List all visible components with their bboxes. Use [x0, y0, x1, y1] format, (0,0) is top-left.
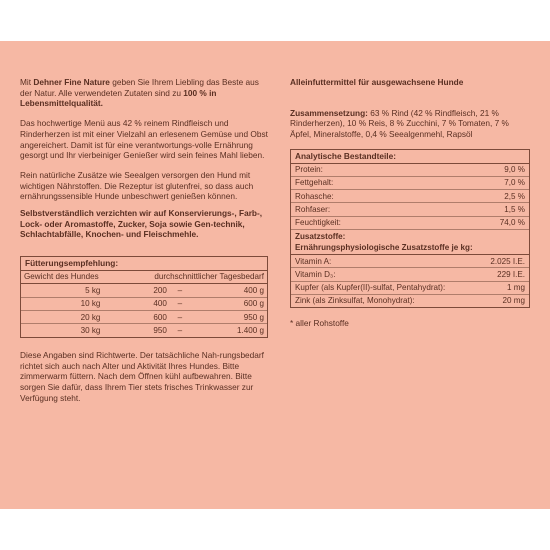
intro-text-1: Mit: [20, 77, 34, 87]
feeding-table: [20, 256, 268, 338]
weight-cell: 5 kg: [21, 284, 124, 297]
guidance-paragraph: Diese Angaben sind Richtwerte. Der tatsächliche Nah-rungsbedarf richtet sich auch nach Alter und Aktivität Ihres Hundes. Bitte zimmerwarm füttern. Nach dem Öffnen kühl aufbewahren. Bitte sorgen Sie dafür, dass Ihrem Tier stets frisches Trinkwasser zur Verfügung steht.: [20, 349, 264, 403]
col-daily: durchschnittlicher Tagesbedarf: [124, 271, 267, 284]
from-cell: 400: [124, 297, 170, 310]
dash-cell: –: [177, 325, 183, 335]
label-panel: [0, 41, 550, 509]
to-cell: 600 g: [190, 297, 267, 310]
table-row: [291, 268, 529, 281]
intro-text-2: geben Sie Ihrem Liebling das Beste aus der Natur. Alle verwendeten Zutaten sind zu: [20, 77, 259, 98]
to-cell: 1.400 g: [236, 325, 264, 335]
nutrient-name: Feuchtigkeit:: [291, 216, 478, 229]
weight-cell: 30 kg: [80, 325, 101, 335]
table-row: [291, 190, 529, 203]
additive-name: Kupfer (als Kupfer(II)-sulfat, Pentahydrat):: [291, 281, 478, 294]
nutrient-value: 9,0 %: [478, 164, 529, 177]
feeding-title: Fütterungsempfehlung:: [21, 257, 267, 271]
right-column: [290, 77, 530, 338]
nutrient-name: Rohfaser:: [291, 203, 478, 216]
left-column: [20, 77, 268, 412]
dash-cell: –: [170, 311, 190, 324]
additives-subtitle: Ernährungsphysiologische Zusatzstoffe je kg:: [295, 243, 473, 253]
from-cell: 950: [153, 325, 167, 335]
from-cell: 600: [124, 311, 170, 324]
additive-value: 2.025 I.E.: [478, 255, 529, 268]
table-row: [21, 284, 267, 297]
composition-label: Zusammensetzung:: [290, 107, 368, 118]
intro-paragraph: [20, 77, 268, 109]
nutrient-value: 1,5 %: [478, 203, 529, 216]
to-cell: 950 g: [190, 311, 267, 324]
additive-value: 229 I.E.: [478, 268, 529, 281]
composition-text: 63 % Rind (42 % Rindfleisch, 21 % Rinderherzen), 10 % Reis, 8 % Zucchini, 7 % Tomaten, 7 % Äpfel, Mineralstoffe, 0,4 % Seealgenmehl, Rapsöl: [290, 107, 509, 140]
analysis-title: Analytische Bestandteile:: [291, 150, 529, 164]
additive-name: Vitamin D₃:: [291, 268, 478, 281]
table-row: [291, 176, 529, 189]
table-row: [291, 294, 529, 307]
dash-cell: –: [170, 284, 190, 297]
to-cell: 400 g: [190, 284, 267, 297]
col-weight: Gewicht des Hundes: [21, 271, 124, 284]
table-row: [291, 255, 529, 268]
dash-cell: –: [170, 297, 190, 310]
additives-heading: [291, 230, 529, 255]
additives-title: Zusatzstoffe:: [295, 232, 346, 241]
table-row: [21, 297, 267, 310]
quality-claim: 100 % in Lebensmittelqualität.: [20, 87, 217, 109]
additive-name: Vitamin A:: [291, 255, 478, 268]
composition: [290, 108, 530, 140]
brand-name: Dehner Fine Nature: [33, 77, 110, 87]
nutrient-name: Protein:: [291, 164, 478, 177]
weight-cell: 20 kg: [21, 311, 124, 324]
nutrient-value: 74,0 %: [478, 216, 529, 229]
product-type: Alleinfuttermittel für ausgewachsene Hunde: [290, 77, 464, 87]
additive-name: Zink (als Zinksulfat, Monohydrat):: [295, 296, 415, 306]
table-row: [291, 203, 529, 216]
table-row: [291, 281, 529, 294]
weight-cell: 10 kg: [21, 297, 124, 310]
free-from-paragraph: Selbstverständlich verzichten wir auf Konservierungs-, Farb-, Lock- oder Aromastoffe, Zucker, Soja sowie Gen-technik, Schlachtabfälle, Knochen- und Fleischmehle.: [20, 208, 263, 240]
algae-paragraph: Rein natürliche Zusätze wie Seealgen versorgen den Hund mit wichtigen Nährstoffen. Die Rezeptur ist glutenfrei, so dass auch ernährungssensible Hunde unbeschwert genießen können.: [20, 169, 254, 202]
from-cell: 200: [124, 284, 170, 297]
additive-value: 20 mg: [502, 296, 525, 306]
additive-value: 1 mg: [478, 281, 529, 294]
table-row: [291, 164, 529, 177]
nutrient-value: 2,5 %: [478, 190, 529, 203]
analysis-table: [290, 149, 530, 308]
additives-header: [291, 230, 529, 255]
table-row: [291, 216, 529, 229]
feeding-column-headers: [21, 271, 267, 284]
table-row: [21, 311, 267, 324]
nutrient-name: Rohasche:: [291, 190, 478, 203]
menu-paragraph: Das hochwertige Menü aus 42 % reinem Rindfleisch und Rinderherzen ist mit einer Vielzahl an erlesenem Gemüse und Obst angereichert. Damit ist für eine verantwortungs-volle Ernährung gesorgt und Ihr vierbeiniger Genießer wird sein feines Mahl lieben.: [20, 118, 268, 161]
nutrient-value: 7,0 %: [478, 176, 529, 189]
footnote: * aller Rohstoffe: [290, 318, 349, 329]
nutrient-name: Fettgehalt:: [291, 176, 478, 189]
table-row: [21, 324, 267, 337]
